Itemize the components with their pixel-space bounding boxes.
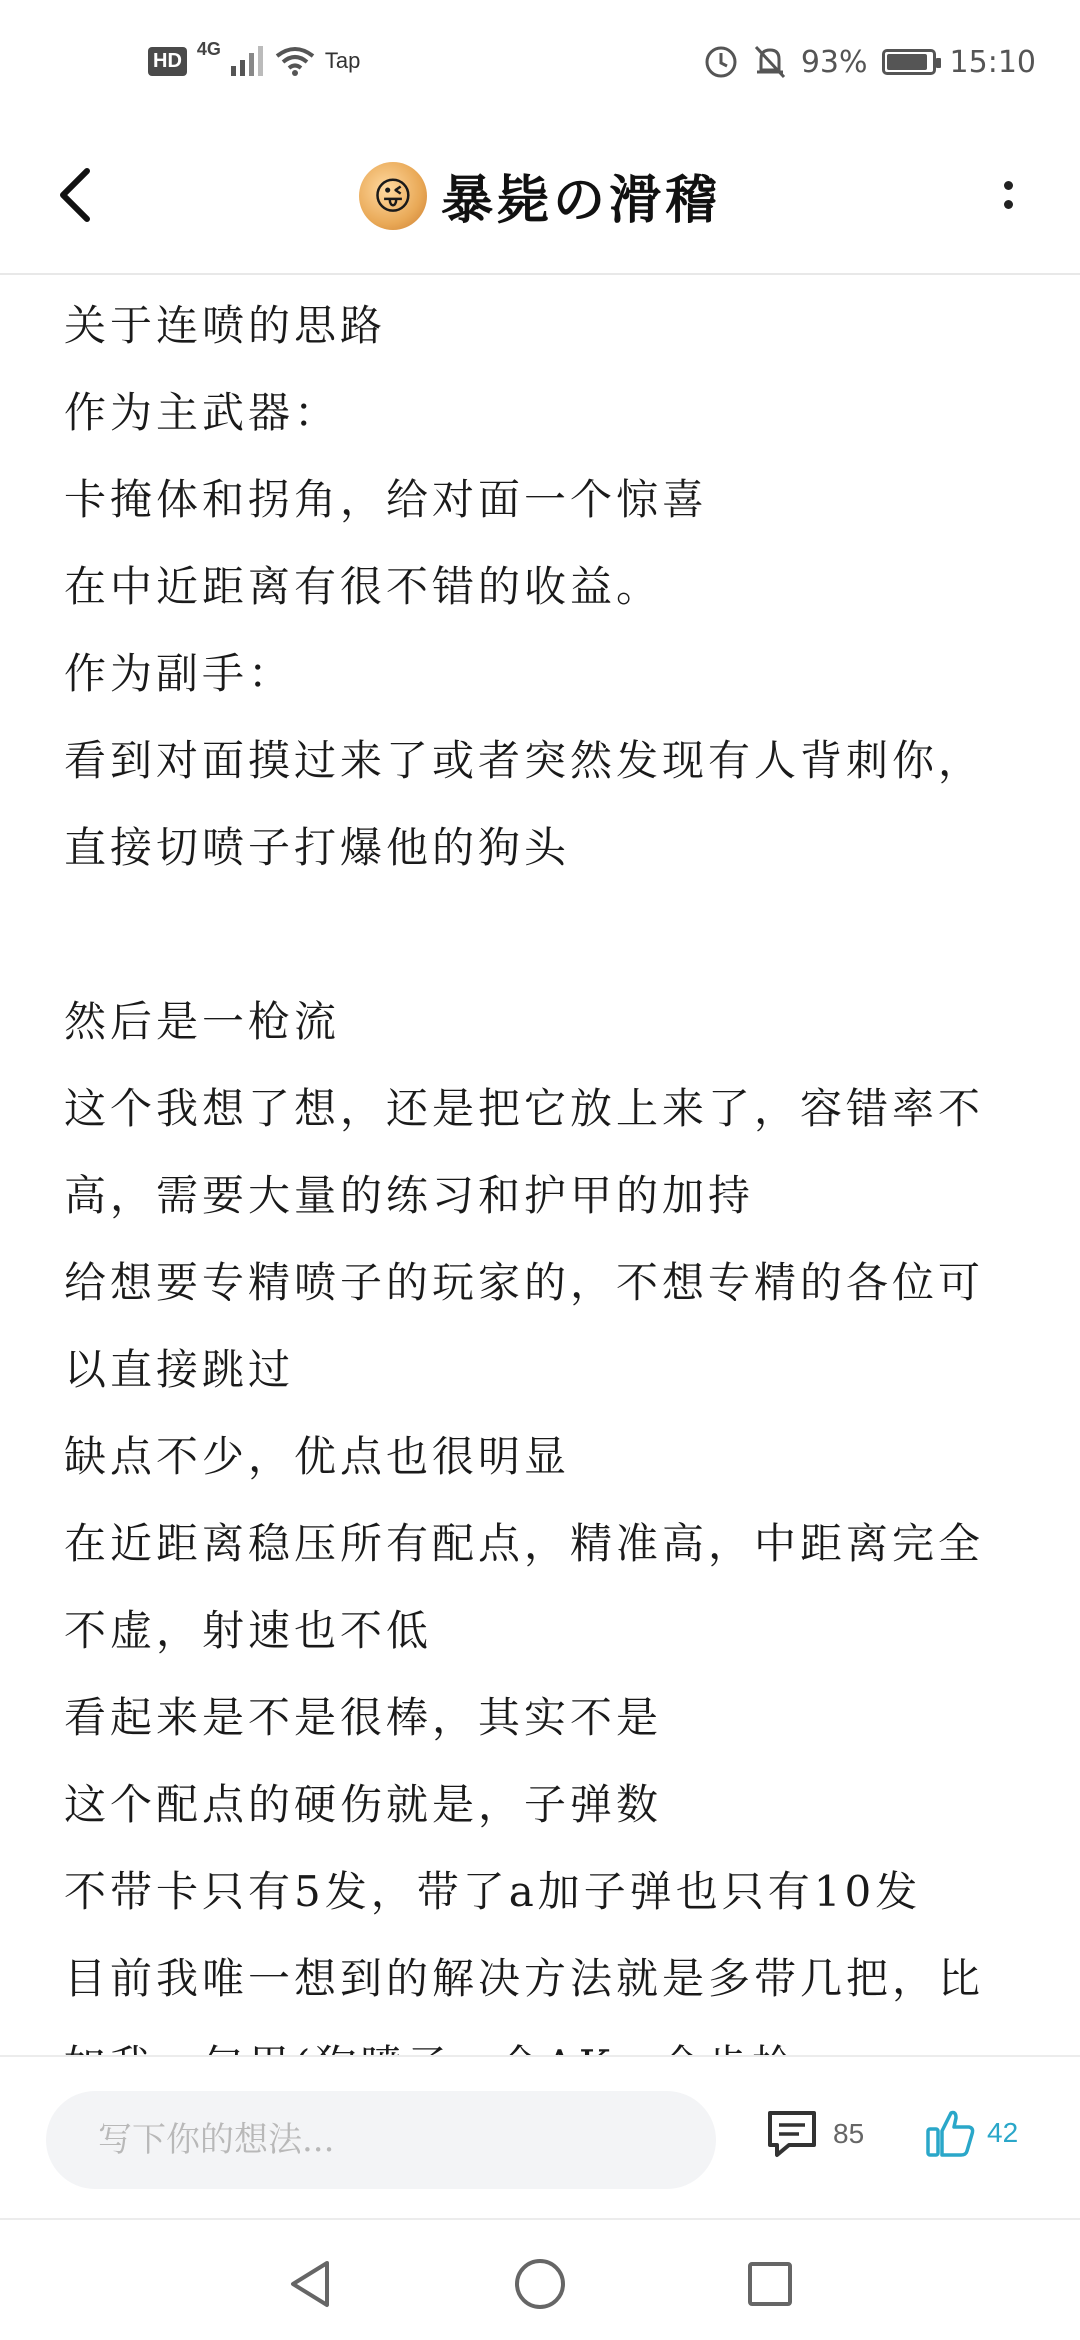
- nav-home-button[interactable]: [512, 2256, 568, 2312]
- post-line: 作为副手：: [64, 649, 295, 698]
- hd-badge: HD: [148, 47, 187, 76]
- post-line: 缺点不少，优点也很明显: [64, 1432, 571, 1481]
- circle-home-icon: [513, 2257, 567, 2311]
- thumbs-up-icon: [925, 2107, 977, 2159]
- status-left: [148, 38, 361, 76]
- clock: 15:10: [949, 44, 1036, 80]
- post-line: 看起来是不是很棒，其实不是: [64, 1693, 663, 1742]
- tap-indicator: Tap: [324, 48, 361, 73]
- battery-icon: [882, 49, 936, 75]
- battery-percent: 93%: [800, 44, 868, 80]
- post-line: 卡掩体和拐角，给对面一个惊喜: [64, 475, 709, 524]
- status-right: [703, 44, 1036, 80]
- network-type: 4G: [196, 38, 221, 59]
- post-line: 在中近距离有很不错的收益。: [64, 562, 663, 611]
- comments-button[interactable]: [765, 2109, 864, 2159]
- comment-icon: [765, 2109, 819, 2159]
- square-recents-icon: [746, 2260, 794, 2308]
- page-title: 暴毙の滑稽: [440, 170, 721, 231]
- top-app-bar: [0, 130, 1080, 275]
- post-line: 直接切喷子打爆他的狗头: [64, 823, 571, 872]
- triangle-back-icon: [287, 2259, 333, 2309]
- system-nav-bar: [0, 2218, 1080, 2340]
- post-line: 然后是一枪流: [64, 997, 341, 1046]
- post-line: 高，需要大量的练习和护甲的加持: [64, 1171, 755, 1220]
- post-line: 不带卡只有5发，带了a加子弹也只有10发: [64, 1867, 922, 1916]
- more-options-button[interactable]: [978, 160, 1038, 230]
- avatar-glyph: 😜: [373, 173, 413, 218]
- status-bar: [0, 0, 1080, 130]
- post-line: 在近距离稳压所有配点，精准高，中距离完全: [64, 1519, 985, 1568]
- mute-bell-icon: [753, 44, 787, 80]
- like-count: 42: [987, 2117, 1019, 2148]
- more-dot-icon: [1004, 200, 1013, 209]
- post-line: 不虚，射速也不低: [64, 1606, 433, 1655]
- post-line: 这个配点的硬伤就是，子弹数: [64, 1780, 663, 1829]
- comment-bar: [0, 2055, 1080, 2218]
- more-dot-icon: [1004, 181, 1013, 190]
- post-line: 目前我唯一想到的解决方法就是多带几把，比: [64, 1954, 985, 2003]
- post-line: 给想要专精喷子的玩家的，不想专精的各位可: [64, 1258, 985, 1307]
- title-group: [0, 158, 1080, 233]
- wifi-icon: [275, 46, 315, 76]
- like-button[interactable]: [925, 2107, 1018, 2159]
- signal-icon: [231, 46, 265, 76]
- post-line: 看到对面摸过来了或者突然发现有人背刺你，: [64, 736, 985, 785]
- comment-input[interactable]: [46, 2091, 716, 2189]
- post-line: 关于连喷的思路: [64, 301, 387, 350]
- post-body: [64, 282, 1044, 2052]
- sync-icon: [703, 44, 739, 80]
- battery-level: [887, 54, 928, 70]
- nav-recents-button[interactable]: [742, 2256, 798, 2312]
- nav-back-button[interactable]: [282, 2256, 338, 2312]
- post-line: 作为主武器：: [64, 388, 341, 437]
- comment-count: 85: [833, 2118, 865, 2149]
- avatar[interactable]: [359, 162, 427, 230]
- post-line: 以直接跳过: [64, 1345, 295, 1394]
- post-line: 这个我想了想，还是把它放上来了，容错率不: [64, 1084, 985, 1133]
- blank-line: [64, 891, 1044, 978]
